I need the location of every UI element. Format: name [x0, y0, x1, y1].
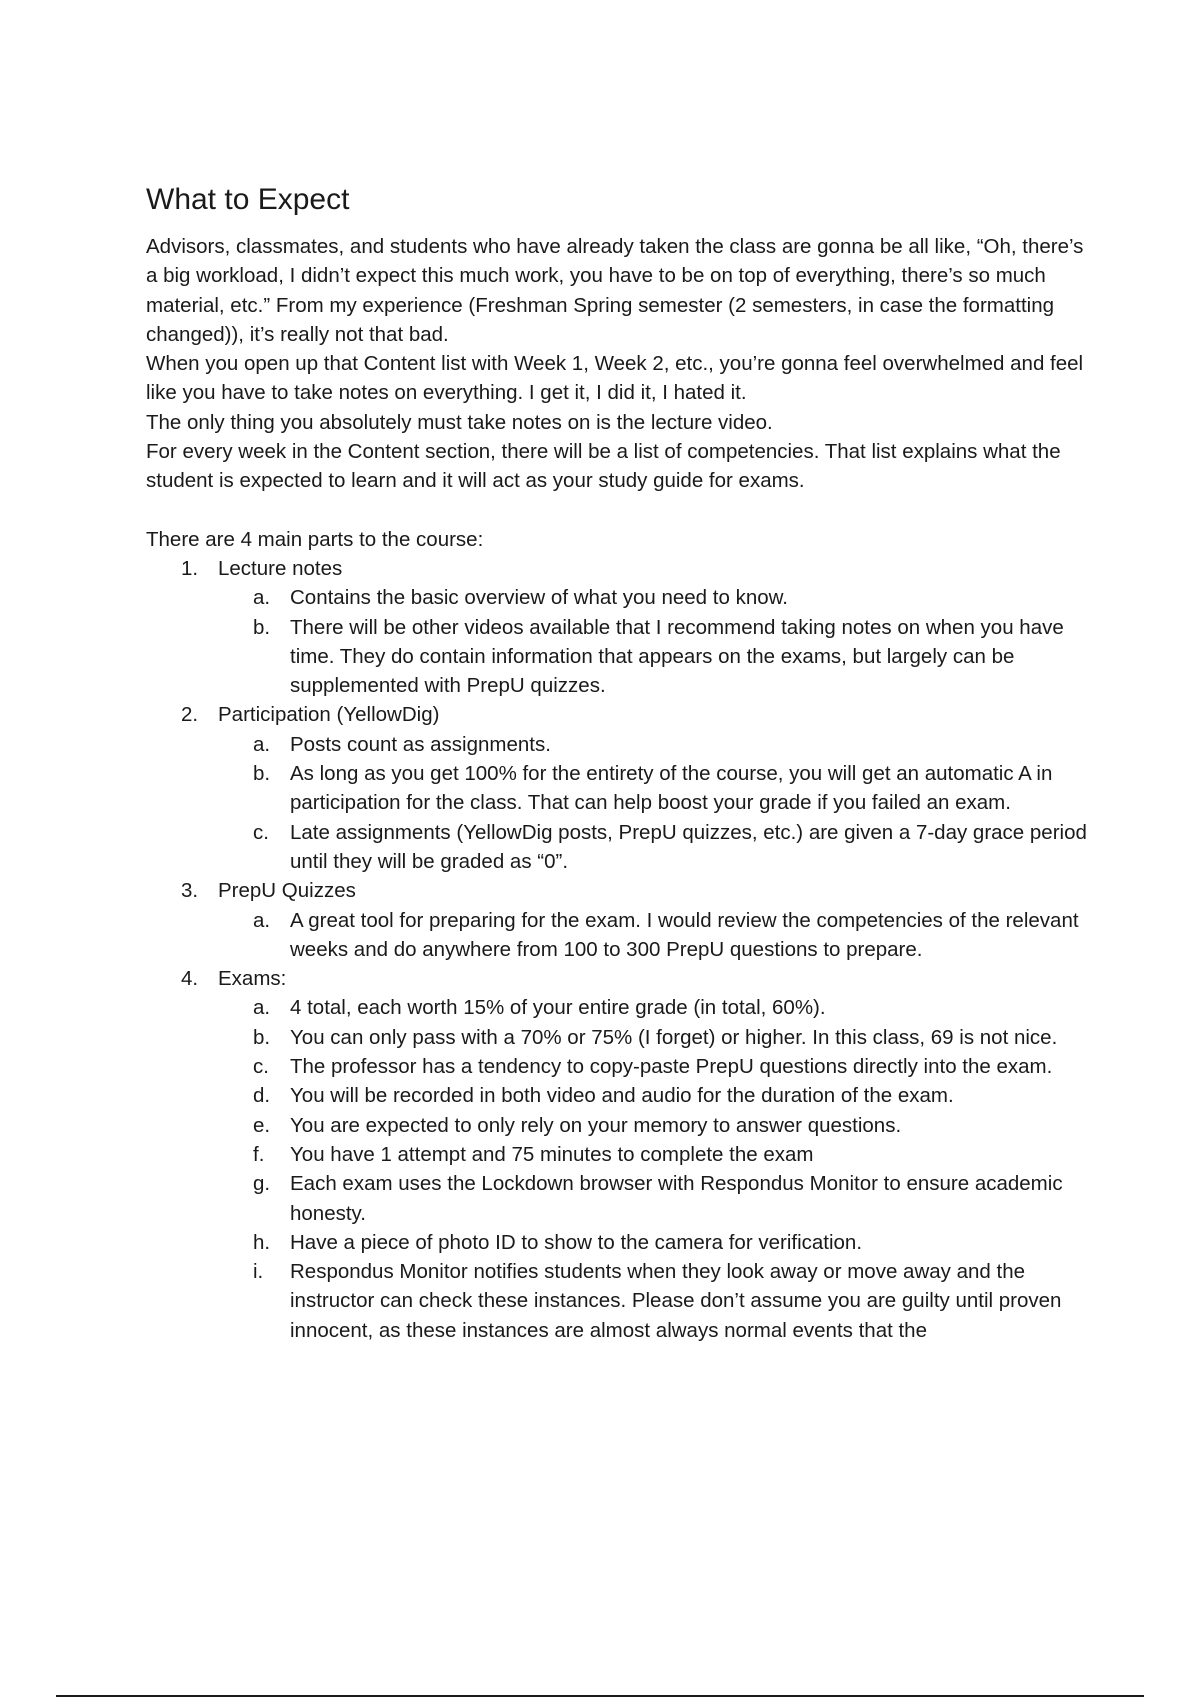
sub-list-item: [218, 1257, 1096, 1345]
list-item-label: Participation (YellowDig): [218, 703, 440, 727]
sub-list: [218, 906, 1096, 965]
sub-list-marker: b.: [253, 1025, 271, 1049]
sub-list-item: [218, 1169, 1096, 1228]
sub-list: [218, 730, 1096, 876]
blank-line: [146, 496, 1096, 525]
sub-list-marker: d.: [253, 1084, 271, 1108]
sub-list-item: [218, 613, 1096, 701]
page-title: What to Expect: [146, 183, 350, 216]
sub-list-marker: a.: [253, 586, 271, 610]
sub-list: [218, 993, 1096, 1345]
course-parts-list: [146, 554, 1096, 1345]
sub-list-item: [218, 759, 1096, 818]
paragraph: The only thing you absolutely must take notes on is the lecture video.: [146, 410, 773, 434]
sub-list-text: Late assignments (YellowDig posts, PrepU quizzes, etc.) are given a 7-day grace period until they will be graded as “0”.: [290, 820, 1087, 873]
sub-list-marker: g.: [253, 1172, 271, 1196]
sub-list-text: Each exam uses the Lockdown browser with Respondus Monitor to ensure academic honesty.: [290, 1172, 1063, 1225]
sub-list-marker: h.: [253, 1230, 271, 1254]
list-item: [146, 876, 1096, 964]
sub-list-text: You can only pass with a 70% or 75% (I forget) or higher. In this class, 69 is not nice.: [290, 1025, 1058, 1049]
sub-list-marker: b.: [253, 762, 271, 786]
sub-list-item: [218, 730, 1096, 759]
list-marker: 1.: [181, 556, 199, 580]
sub-list-text: There will be other videos available that I recommend taking notes on when you have time. They do contain information that appears on the exams, but largely can be supplemented with PrepU quizzes.: [290, 615, 1064, 698]
sub-list-item: [218, 1111, 1096, 1140]
paragraph: When you open up that Content list with Week 1, Week 2, etc., you’re gonna feel overwhelmed and feel like you have to take notes on everything. I get it, I did it, I hated it.: [146, 352, 1084, 405]
sub-list-marker: b.: [253, 615, 271, 639]
sub-list-item: [218, 1023, 1096, 1052]
sub-list-item: [218, 1081, 1096, 1110]
sub-list-item: [218, 1228, 1096, 1257]
sub-list-marker: f.: [253, 1142, 265, 1166]
document-page: [146, 180, 1096, 1345]
list-item: [146, 700, 1096, 876]
list-item: [146, 554, 1096, 700]
list-item-label: Lecture notes: [218, 556, 343, 580]
intro-paragraphs: [146, 232, 1096, 496]
sub-list-item: [218, 1140, 1096, 1169]
list-intro: There are 4 main parts to the course:: [146, 527, 484, 551]
paragraph: For every week in the Content section, there will be a list of competencies. That list explains what the student is expected to learn and it will act as your study guide for exams.: [146, 440, 1061, 493]
sub-list-text: The professor has a tendency to copy-paste PrepU questions directly into the exam.: [290, 1055, 1053, 1079]
sub-list-text: Have a piece of photo ID to show to the camera for verification.: [290, 1230, 863, 1254]
sub-list-item: [218, 906, 1096, 965]
sub-list-text: As long as you get 100% for the entirety of the course, you will get an automatic A in participation for the class. That can help boost your grade if you failed an exam.: [290, 762, 1053, 815]
list-item-label: PrepU Quizzes: [218, 879, 356, 903]
sub-list-text: Contains the basic overview of what you need to know.: [290, 586, 788, 610]
list-marker: 3.: [181, 879, 199, 903]
sub-list-marker: a.: [253, 908, 271, 932]
sub-list-marker: c.: [253, 1055, 269, 1079]
list-marker: 4.: [181, 967, 199, 991]
sub-list-marker: e.: [253, 1113, 271, 1137]
sub-list-item: [218, 583, 1096, 612]
sub-list: [218, 583, 1096, 700]
footer-divider: [56, 1695, 1144, 1697]
list-item-label: Exams:: [218, 967, 287, 991]
sub-list-text: You have 1 attempt and 75 minutes to complete the exam: [290, 1142, 814, 1166]
sub-list-item: [218, 993, 1096, 1022]
list-item: [146, 964, 1096, 1345]
sub-list-item: [218, 818, 1096, 877]
sub-list-item: [218, 1052, 1096, 1081]
paragraph: Advisors, classmates, and students who have already taken the class are gonna be all like, “Oh, there’s a big workload, I didn’t expect this much work, you have to be on top of everything, there’s so much material, etc.” From my experience (Freshman Spring semester (2 semesters, in case the formatting changed)), it’s really not that bad.: [146, 235, 1084, 346]
list-marker: 2.: [181, 703, 199, 727]
sub-list-text: Respondus Monitor notifies students when they look away or move away and the instructor can check these instances. Please don’t assume you are guilty until proven innocent, as these instances are almost always normal events that the: [290, 1260, 1062, 1342]
sub-list-marker: i.: [253, 1260, 264, 1284]
sub-list-marker: a.: [253, 732, 271, 756]
sub-list-text: A great tool for preparing for the exam. I would review the competencies of the relevant weeks and do anywhere from 100 to 300 PrepU questions to prepare.: [290, 908, 1079, 961]
sub-list-text: You will be recorded in both video and audio for the duration of the exam.: [290, 1084, 954, 1108]
sub-list-text: 4 total, each worth 15% of your entire grade (in total, 60%).: [290, 996, 826, 1020]
sub-list-marker: a.: [253, 996, 271, 1020]
sub-list-text: Posts count as assignments.: [290, 732, 551, 756]
sub-list-text: You are expected to only rely on your memory to answer questions.: [290, 1113, 902, 1137]
sub-list-marker: c.: [253, 820, 269, 844]
